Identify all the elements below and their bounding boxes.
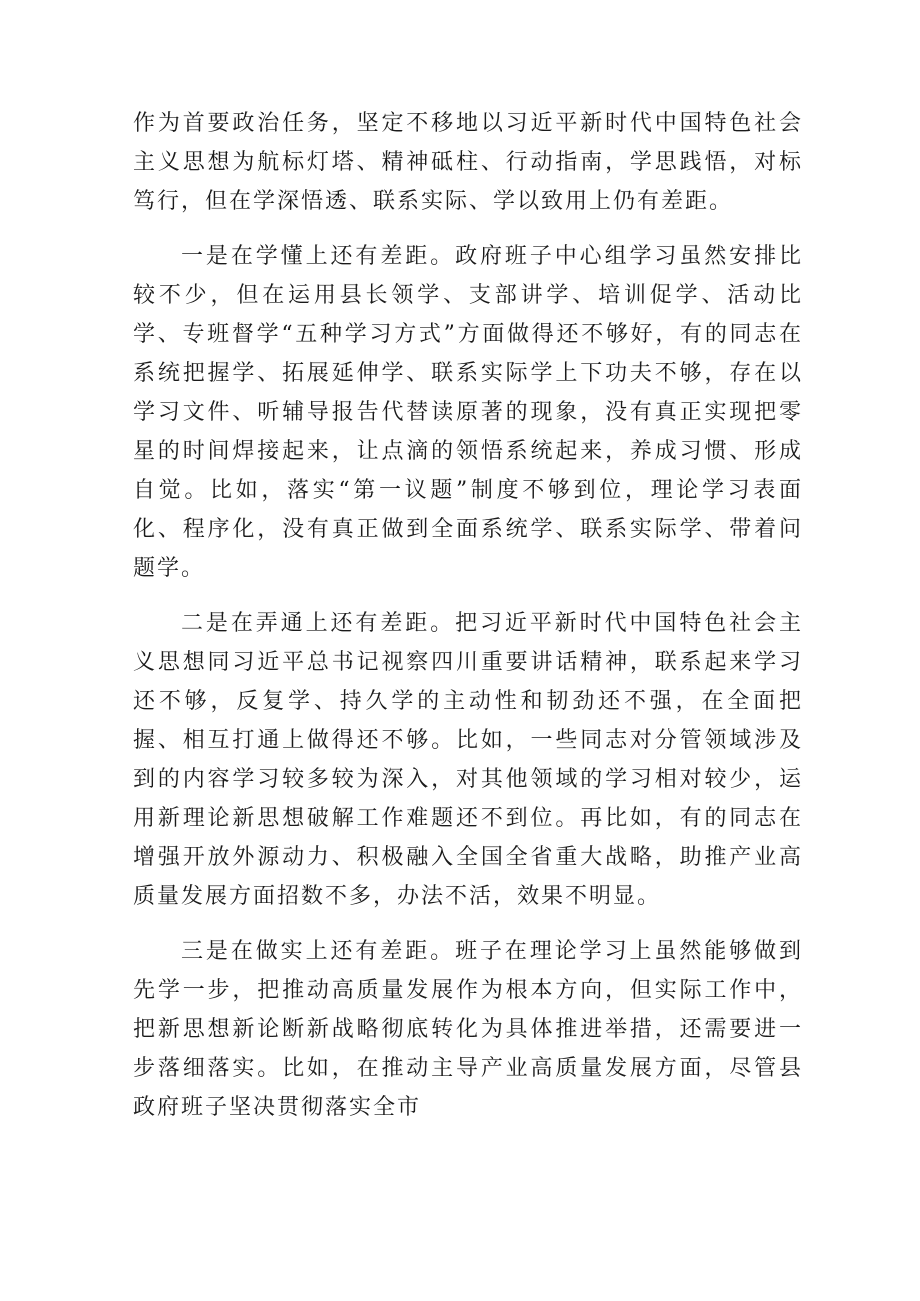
- paragraph-third-point: 三是在做实上还有差距。班子在理论学习上虽然能够做到先学一步，把推动高质量发展作为根本方向，但实际工作中，把新思想新论断新战略彻底转化为具体推进举措，还需要进一步落细落实。比如，在推动主导产业高质量发展方面，尽管县政府班子坚决贯彻落实全市: [133, 939, 803, 1120]
- paragraph-second-point: 二是在弄通上还有差距。把习近平新时代中国特色社会主义思想同习近平总书记视察四川重要讲话精神，联系起来学习还不够，反复学、持久学的主动性和韧劲还不强，在全面把握、相互打通上做得还不够。比如，一些同志对分管领域涉及到的内容学习较多较为深入，对其他领域的学习相对较少，运用新理论新思想破解工作难题还不到位。再比如，有的同志在增强开放外源动力、积极融入全国全省重大战略，助推产业高质量发展方面招数不多，办法不活，效果不明显。: [133, 611, 803, 909]
- paragraph-first-point: 一是在学懂上还有差距。政府班子中心组学习虽然安排比较不少，但在运用县长领学、支部讲学、培训促学、活动比学、专班督学“五种学习方式”方面做得还不够好，有的同志在系统把握学、拓展延伸学、联系实际学上下功夫不够，存在以学习文件、听辅导报告代替读原著的现象，没有真正实现把零星的时间焊接起来，让点滴的领悟系统起来，养成习惯、形成自觉。比如，落实“第一议题”制度不够到位，理论学习表面化、程序化，没有真正做到全面系统学、联系实际学、带着问题学。: [133, 244, 803, 581]
- paragraph-intro: 作为首要政治任务，坚定不移地以习近平新时代中国特色社会主义思想为航标灯塔、精神砥柱、行动指南，学思践悟，对标笃行，但在学深悟透、联系实际、学以致用上仍有差距。: [133, 111, 803, 214]
- document-body: [133, 104, 803, 1127]
